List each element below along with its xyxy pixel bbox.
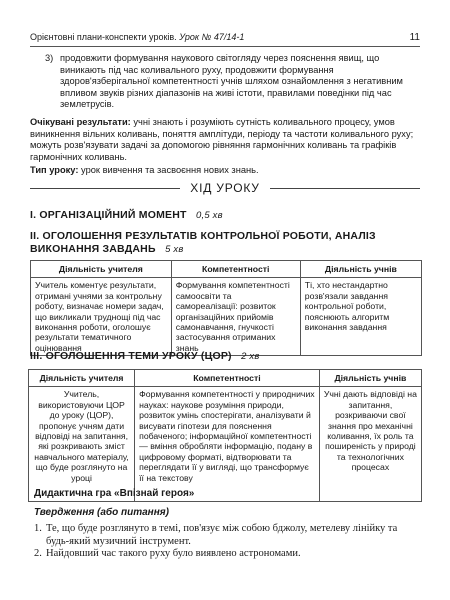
header-title bbox=[30, 32, 244, 42]
expected-results bbox=[30, 117, 422, 163]
list-item-text: Найдовший час такого руху було виявлено астрономами. bbox=[46, 548, 301, 559]
section-3-time: 2 хв bbox=[241, 351, 260, 362]
item-text: продовжити формування наукового світогляду через пояснення явищ, що виникають під час коливального руху, продовжити формування здоров'язберігальної компетентності учнів шляхом ознайомлення з негативним впливом звуків різних діапазонів на живі істоти, правилами поведінки під час землетрусів. bbox=[60, 53, 403, 109]
table-row bbox=[31, 278, 422, 356]
column-header: Компетентності bbox=[135, 370, 320, 387]
results-table bbox=[30, 260, 422, 356]
header-lesson: Урок № 47/14-1 bbox=[179, 32, 245, 42]
expected-results-text: учні знають і розуміють сутність коливального процесу, умов виникнення вільних коливань, поняття амплітуди, періоду та частоти коливального руху; можуть розв'язувати задачі за допомогою рівняння гармонічних коливань та графіків гармонічних коливань. bbox=[30, 117, 414, 162]
table-cell: Учні дають відповіді на запитання, розкриваючи свої знання про механічні коливання, їх роль та поширеність у природі та технологічних процесах bbox=[319, 387, 421, 502]
header-rule bbox=[30, 46, 420, 47]
lesson-type-label: Тип уроку: bbox=[30, 165, 79, 175]
section-2-time: 5 хв bbox=[165, 244, 184, 255]
column-header: Діяльність учнів bbox=[300, 261, 421, 278]
table-cell: Формування компетентності у природничих науках: наукове розуміння природи, розвиток умінь спостерігати, аналізувати й висувати гіпотези для пояснення побаченого; інформаційної компетентності — вміння обробляти інформацію, подану в цифровому форматі, відтворювати та переглядати її у вигляді, що трансформує її на текстову bbox=[135, 387, 320, 502]
table-header-row bbox=[29, 370, 422, 387]
section-3-title: III. ОГОЛОШЕННЯ ТЕМИ УРОКУ (ЦОР) bbox=[30, 350, 232, 362]
section-1-title: I. ОРГАНІЗАЦІЙНИЙ МОМЕНТ bbox=[30, 209, 187, 221]
lesson-type-text: урок вивчення та засвоєння нових знань. bbox=[81, 165, 259, 175]
table-row bbox=[29, 387, 422, 502]
section-2-title: II. ОГОЛОШЕННЯ РЕЗУЛЬТАТІВ КОНТРОЛЬНОЇ РОБОТИ, АНАЛІЗ ВИКОНАННЯ ЗАВДАНЬ bbox=[30, 230, 376, 255]
list-item-number: 2. bbox=[34, 548, 42, 559]
column-header: Діяльність учнів bbox=[319, 370, 421, 387]
lesson-type bbox=[30, 165, 422, 177]
list-item-text: Те, що буде розглянуто в темі, пов'язує між собою бджолу, метелеву лінійку та будь-який музичний інструмент. bbox=[46, 523, 398, 547]
heading-rule-left bbox=[30, 188, 180, 189]
table-cell: Формування компетентності самоосвіти та самореалізації: розвиток організаційних прийомів самонавчання, гнучкості застосування отриманих знань bbox=[171, 278, 300, 356]
table-cell: Учитель, використовуючи ЦОР до уроку (ЦОР), пропонує учням дати відповіді на запитання, які розкривають зміст навчального матеріалу, що буде розглянуто на уроці bbox=[29, 387, 135, 502]
list-item bbox=[30, 523, 422, 548]
statements-label: Твердження (або питання) bbox=[34, 507, 169, 518]
item-number: 3) bbox=[45, 53, 54, 63]
column-header: Компетентності bbox=[171, 261, 300, 278]
course-heading-text: ХІД УРОКУ bbox=[190, 181, 260, 195]
objective-item-3 bbox=[30, 53, 422, 111]
section-1-time: 0,5 хв bbox=[196, 210, 223, 221]
page-number: 11 bbox=[409, 31, 420, 43]
page-header bbox=[30, 30, 420, 44]
column-header: Діяльність учителя bbox=[29, 370, 135, 387]
section-1-heading bbox=[30, 209, 223, 221]
course-heading bbox=[30, 181, 420, 195]
list-item bbox=[30, 548, 422, 561]
section-3-heading bbox=[30, 350, 260, 362]
table-cell: Ті, хто нестандартно розв'язали завдання контрольної роботи, пояснюють алгоритм виконання завдання bbox=[300, 278, 421, 356]
game-title: Дидактична гра «Впізнай героя» bbox=[34, 488, 195, 499]
table-cell: Учитель коментує результати, отримані учнями за контрольну роботу, визначає номери задач, що викликали труднощі під час виконання роботи, оголошує результати тематичного оцінювання bbox=[31, 278, 172, 356]
table-header-row bbox=[31, 261, 422, 278]
list-item-number: 1. bbox=[34, 523, 42, 534]
topic-table bbox=[28, 369, 422, 502]
expected-results-label: Очікувані результати: bbox=[30, 117, 131, 127]
column-header: Діяльність учителя bbox=[31, 261, 172, 278]
section-2-heading bbox=[30, 230, 425, 256]
heading-rule-right bbox=[270, 188, 420, 189]
header-title-prefix: Орієнтовні плани-конспекти уроків. bbox=[30, 32, 177, 42]
